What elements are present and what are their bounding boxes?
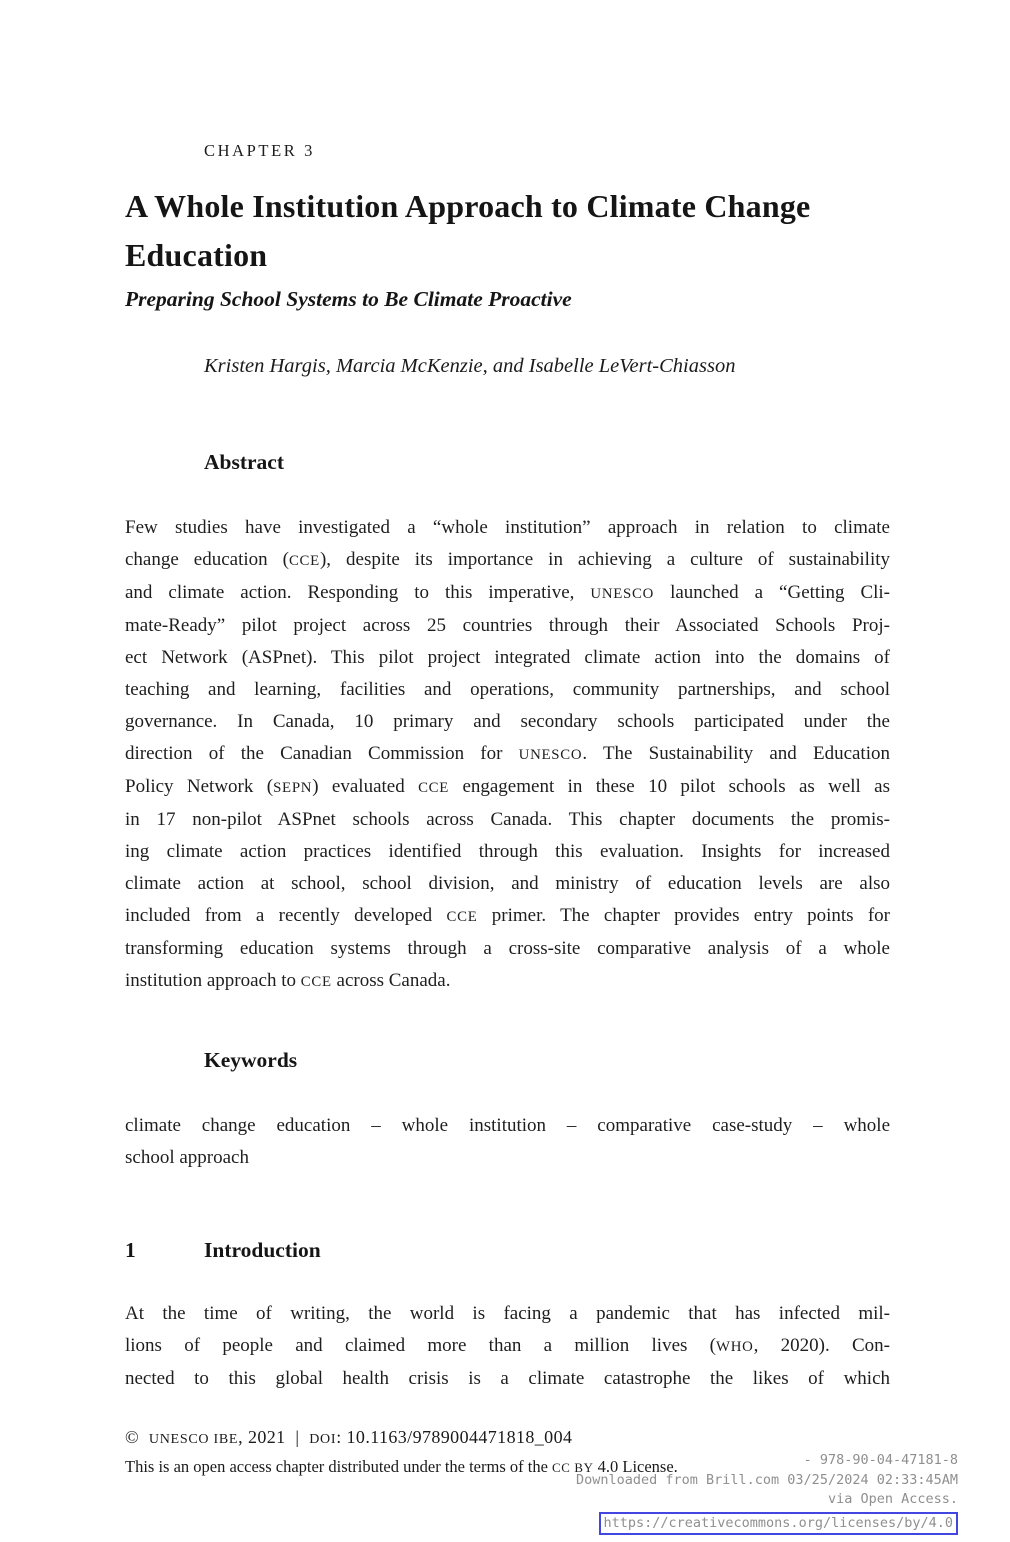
text-line [125, 610, 890, 642]
copyright-line [125, 1427, 572, 1448]
subtitle: Preparing School Systems to Be Climate Proactive [125, 287, 572, 311]
text-run: Policy Network ( [125, 776, 274, 797]
small-caps-text: CCE [418, 780, 450, 796]
text-line [125, 965, 890, 998]
text-run: governance. In Canada, 10 primary and secondary schools participated under the [125, 711, 890, 732]
text-run: lions of people and claimed more than a million lives ( [125, 1335, 717, 1356]
text-run: 4.0 License. [593, 1457, 678, 1476]
text-line [125, 512, 890, 544]
text-run: in 17 non-pilot ASPnet schools across Canada. This chapter documents the promis- [125, 809, 890, 830]
text-run: At the time of writing, the world is facing a pandemic that has infected mil- [125, 1303, 890, 1324]
title-line: A Whole Institution Approach to Climate Change [125, 188, 811, 224]
text-run: launched a “Getting Cli- [654, 582, 890, 603]
text-line [125, 933, 890, 965]
small-caps-text: UNESCO [590, 586, 655, 602]
text-line [125, 836, 890, 868]
text-run: institution approach to [125, 970, 301, 991]
small-caps-text: UNESCO IBE [148, 1431, 239, 1447]
text-run: , 2021 [238, 1427, 296, 1447]
watermark-line: Downloaded from Brill.com 03/25/2024 02:33:45AM [575, 1471, 958, 1488]
small-caps-text: UNESCO [518, 747, 583, 763]
small-caps-text: CC BY [552, 1461, 594, 1475]
section-heading [125, 1238, 321, 1263]
watermark-lines [576, 1451, 958, 1510]
text-run: : 10.1163/9789004471818_004 [336, 1427, 573, 1447]
authors: Kristen Hargis, Marcia McKenzie, and Isabelle LeVert-Chiasson [204, 355, 736, 377]
text-run: ect Network (ASPnet). This pilot project integrated climate action into the domains of [125, 647, 890, 668]
section-number: 1 [125, 1238, 136, 1262]
text-run: ing climate action practices identified through this evaluation. Insights for increased [125, 841, 890, 862]
text-line [125, 642, 890, 674]
small-caps-text: CCE [300, 974, 332, 990]
text-run: | [295, 1427, 300, 1447]
text-run: transforming education systems through a cross-site comparative analysis of a whole [125, 938, 890, 959]
small-caps-text: WHO [716, 1339, 754, 1355]
text-run: primer. The chapter provides entry points for [477, 905, 890, 926]
text-run: direction of the Canadian Commission for [125, 743, 519, 764]
text-run: included from a recently developed [125, 905, 447, 926]
text-line [125, 1363, 890, 1395]
text-run: climate action at school, school division, and ministry of education levels are also [125, 873, 890, 894]
text-run: ) evaluated [312, 776, 419, 797]
text-line [125, 1330, 890, 1363]
text-line [125, 1110, 890, 1142]
watermark-line: - 978-90-04-47181-8 [803, 1452, 958, 1468]
text-run: across Canada. [331, 970, 451, 991]
small-caps-text: DOI [309, 1431, 337, 1447]
chapter-label: CHAPTER 3 [204, 141, 315, 160]
text-run: Few studies have investigated a “whole institution” approach in relation to climate [125, 517, 890, 538]
title-line: Education [125, 237, 268, 273]
text-line [125, 544, 890, 577]
abstract-heading: Abstract [204, 450, 285, 474]
text-line [125, 738, 890, 771]
text-line [125, 868, 890, 900]
text-run: teaching and learning, facilities and operations, community partnerships, and school [125, 679, 890, 700]
text-run: This is an open access chapter distributed under the terms of the [125, 1457, 553, 1476]
text-run [299, 1427, 309, 1447]
text-line [125, 577, 890, 610]
text-line [125, 674, 890, 706]
text-line [125, 706, 890, 738]
download-watermark [576, 1451, 958, 1535]
text-run: nected to this global health crisis is a climate catastrophe the likes of which [125, 1368, 890, 1389]
license-link[interactable]: https://creativecommons.org/licenses/by/4.0 [599, 1512, 959, 1536]
text-line [125, 1298, 890, 1330]
abstract-text [125, 512, 890, 998]
text-run: . The Sustainability and Education [582, 743, 890, 764]
text-line [125, 900, 890, 933]
text-run: , 2020). Con- [753, 1335, 890, 1356]
text-line [125, 1142, 890, 1174]
introduction-text [125, 1298, 890, 1395]
small-caps-text: SEPN [273, 780, 313, 796]
text-run: ), despite its importance in achieving a culture of sustainability [319, 549, 890, 570]
text-run: engagement in these 10 pilot schools as well as [449, 776, 890, 797]
watermark-line: via Open Access. [827, 1491, 958, 1507]
text-run: climate change education – whole institution – comparative case-study – whole [125, 1115, 890, 1136]
text-line [125, 771, 890, 804]
small-caps-text: CCE [288, 553, 320, 569]
text-run: change education ( [125, 549, 289, 570]
text-run: school approach [125, 1147, 249, 1168]
keywords-text [125, 1110, 890, 1174]
text-run: and climate action. Responding to this imperative, [125, 582, 591, 603]
text-line [125, 804, 890, 836]
page-title [125, 182, 810, 280]
keywords-heading: Keywords [204, 1048, 298, 1072]
text-run: mate-Ready” pilot project across 25 countries through their Associated Schools Proj- [125, 615, 890, 636]
small-caps-text: CCE [446, 909, 478, 925]
section-title: Introduction [204, 1238, 321, 1262]
text-run: © [125, 1427, 149, 1447]
